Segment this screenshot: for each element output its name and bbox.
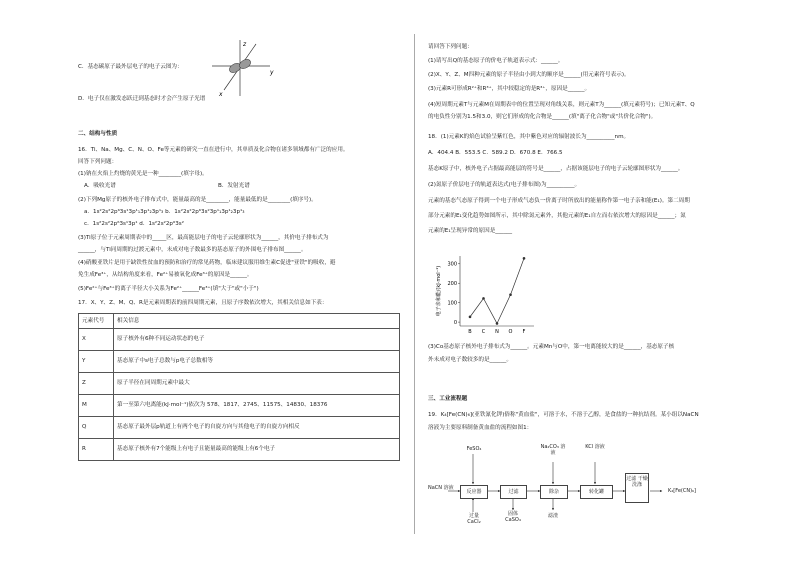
table-cell: 基态原子最外层p轨道上有两个电子的自旋方向与其他电子的自旋方向相反 (114, 417, 400, 439)
series-line (470, 258, 524, 323)
column-divider (414, 34, 415, 534)
chart-marks (469, 257, 526, 325)
table-cell: 第一至第六电离能(kJ·mol⁻¹)依次为 578、1817、2745、11575、14830、18376 (114, 395, 400, 417)
q16-line: c．1s²2s²2p⁶3s¹3p¹ d．1s²2s²2p⁶3s² (84, 221, 184, 227)
q17-question: (3)元素R可形成R²⁺和R³⁺，其中较稳定的是R³⁺，原因是______。 (428, 86, 591, 92)
q16-line: (3)Ti原子位于元素周期表中的_____区，最高能层电子的电子云轮廓形状为______，其价电子排布式为 (78, 235, 329, 241)
table-cell: Y (79, 351, 114, 373)
option-c: C．基态碳原子最外层电子的电子云图为： (78, 64, 183, 70)
q16-line: ______，与Ti同周期的过渡元素中，未成对电子数最多的基态原子的外围电子排布图______。 (78, 247, 307, 253)
flow-box-filter: 过滤 (500, 485, 527, 499)
q17-question: 的电负性分别为1.5和3.0，则它们形成的化合物是______(填"离子化合物"或"共价化合物")。 (428, 114, 657, 120)
table-row (79, 329, 400, 351)
flow-label-kcl: KCl 溶液 (585, 444, 605, 450)
q18-line: 基态K原子中，核外电子占据最高能层的符号是______，占据该能层电子的电子云轮廓图形状为______。 (428, 166, 684, 172)
table-row (79, 439, 400, 461)
flow-box-reactor: 反应器 (460, 485, 488, 499)
data-point (509, 293, 512, 296)
chart-y-axis-label: 电子亲和能/(kJ·mol⁻¹) (436, 265, 442, 317)
q16-line: (2)下列Mg原子的核外电子排布式中，能量最高的是________，能量最低的是________(填序号)。 (78, 197, 317, 203)
table-row (79, 417, 400, 439)
table-header-row (79, 314, 400, 329)
flow-label-cacl2: 过量 CaCl₂ (467, 513, 481, 525)
table-row (79, 373, 400, 395)
table-cell: 原子半径在同周期元素中最大 (114, 373, 400, 395)
x-tick-label: O (508, 329, 513, 335)
q17-question: (4)短周期元素T与元素M在周期表中的位置呈现对角线关系，则元素T为______(填元素符号)；已知元素T、Q (428, 102, 695, 108)
q17-question: (2)X、Y、Z、M四种元素的原子半径由小到大的顺序是______(用元素符号表示)。 (428, 72, 630, 78)
table-header-cell: 元素代号 (79, 314, 114, 329)
x-tick-label: C (481, 329, 486, 335)
flow-label-product: K₄[Fe(CN)₆] (667, 488, 696, 494)
element-info-table (78, 313, 400, 461)
section-title-structure: 二、结构与性质 (78, 131, 118, 137)
q19-line: 溶液为主要原料制备黄血盐的流程如图1： (428, 425, 533, 431)
q17-question: (1)请写出Q的基态原子的价电子轨道表示式：______。 (428, 58, 564, 64)
q18-options: A．404.4 B．553.5 C．589.2 D．670.8 E．766.5 (428, 150, 563, 156)
q16-line: 回答下列问题： (78, 159, 118, 165)
x-tick-label: F (522, 329, 526, 335)
q18-line: 18．(1)元素K的焰色试验呈紫红色，其中紫色对应的辐射波长为__________nm。 (428, 134, 630, 140)
electron-affinity-chart (434, 252, 544, 338)
table-row (79, 351, 400, 373)
axis-label-y: y (270, 69, 274, 76)
table-cell: 基态原子中s电子总数与p电子总数相等 (114, 351, 400, 373)
table-row (79, 395, 400, 417)
q18-line: (2)氮原子价层电子的轨道表达式(电子排布图)为__________。 (428, 182, 581, 188)
q16-line: (1)钠在火焰上灼烧的黄光是一种________(填字母)。 (78, 171, 208, 177)
q18-line: 部分元素的E₁变化趋势如图所示，其中除氮元素外，其他元素的E₁自左而右依次增大的原因是______；氮 (428, 213, 686, 219)
x-tick-label: B (468, 329, 472, 335)
flow-label-feso4: FeSO₄ (466, 446, 482, 452)
table-cell: Z (79, 373, 114, 395)
section-title-industry: 三、工业流程题 (428, 396, 468, 402)
q18-line: 元素的E₁呈现异常的原因是______ (428, 228, 513, 234)
option-d: D．电子仅在激发态跃迁到基态时才会产生原子光谱 (78, 96, 206, 102)
flow-label-caso4: 固体 CaSO₄ (505, 511, 521, 523)
flow-box-converter: 转化罐 (580, 485, 613, 499)
flow-box-filter-dry-wash: 过滤 干燥 洗涤 (625, 473, 649, 503)
flow-label-na2co3: Na₂CO₃ 溶液 (540, 444, 566, 456)
q16-line: (4)硝酸亚铁片是用于缺铁性贫血的预防和治疗的常见药物，临床建议服用维生素C促进"亚铁"的吸收，避 (78, 260, 336, 266)
q16-line: (5)Fe²⁺与Fe³⁺的离子半径大小关系为Fe²⁺______Fe³⁺(填"大于"或"小于") (78, 286, 259, 292)
electron-cloud-figure (204, 38, 276, 100)
q18-line: 元素的基态气态原子得到一个电子形成气态负一价离子时所放出的能量称作第一电子亲和能(E₁)。第二周期 (428, 198, 690, 204)
y-tick-label: 300 (447, 261, 457, 268)
y-tick-label: 100 (447, 300, 457, 307)
q16-line: a．1s²2s²2p⁶3s¹3p¹₁3p¹₂3p¹₃ b．1s²2s²2p⁶3s²3p¹₁3p¹₂3p¹₃ (84, 209, 245, 215)
table-cell: R (79, 439, 114, 461)
data-point (469, 316, 472, 319)
q17-question: 请回答下列问题： (428, 44, 473, 50)
data-point (482, 297, 485, 300)
flow-label-nacn: NaCN 溶液 (428, 485, 454, 491)
table-cell: Q (79, 417, 114, 439)
data-point (496, 322, 499, 325)
axis-label-z: z (243, 41, 247, 48)
q18-line: 外未成对电子数较多的是______。 (428, 357, 512, 363)
x-tick-label: N (495, 329, 499, 335)
flow-box-removal: 除杂 (540, 485, 568, 499)
axis-label-x: x (219, 91, 223, 98)
q17-intro: 17．X、Y、Z、M、Q、R是元素周期表的前四周期元素，且原子序数依次增大，其相关信息如下表： (78, 300, 328, 306)
table-header-cell: 相关信息 (114, 314, 400, 329)
table-cell: 基态原子核外有7个能级上有电子且能量最高的能级上有6个电子 (114, 439, 400, 461)
process-flow-diagram (428, 440, 728, 530)
table-cell: M (79, 395, 114, 417)
q16-option-b: B．发射光谱 (218, 183, 250, 189)
q16-option-a: A．吸收光谱 (84, 183, 116, 189)
chart-axes (447, 256, 534, 335)
table-cell: 原子核外有6种不同运动状态的电子 (114, 329, 400, 351)
table-cell: X (79, 329, 114, 351)
q16-line: 免生成Fe³⁺，从结构角度来看，Fe²⁺易被氧化成Fe³⁺的原因是______。 (78, 272, 253, 278)
q16-line: 16．Ti、Na、Mg、C、N、O、Fe等元素的研究一直在进行中，其单质及化合物在诸多领域都有广泛的应用。 (78, 147, 349, 153)
q18-line: (3)Co基态原子核外电子排布式为______。元素Mn与O中，第一电离能较大的是______，基态原子核 (428, 344, 675, 350)
y-tick-label: 0 (453, 319, 457, 326)
data-point (523, 257, 526, 260)
y-tick-label: 200 (447, 281, 457, 288)
q19-line: 19．K₄[Fe(CN)₆](亚铁氰化钾)俗称"黄血盐"，可溶于水，不溶于乙醇，是食盐的一种抗结剂。某小组以NaCN (428, 412, 699, 418)
flow-label-residue: 滤渣 (547, 513, 558, 519)
